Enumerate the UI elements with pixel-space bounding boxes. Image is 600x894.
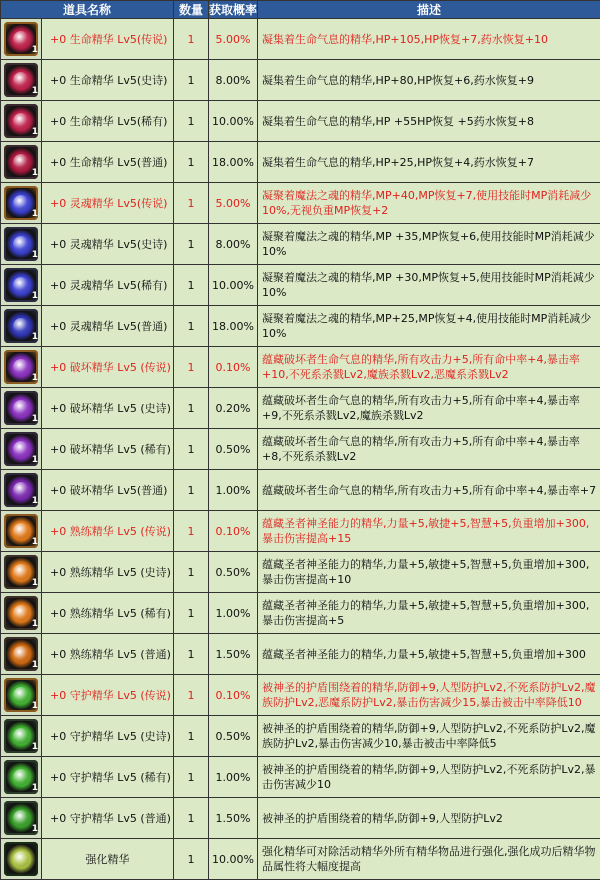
icon-quantity: 1 — [31, 783, 38, 793]
item-icon-cell — [1, 593, 42, 634]
table-row — [1, 716, 600, 757]
item-icon-cell — [1, 142, 42, 183]
item-desc: 蕴藏破坏者生命气息的精华,所有攻击力+5,所有命中率+4,暴击率+9,不死系杀戮Lv2,魔族杀戮Lv2 — [258, 388, 600, 429]
item-rate: 10.00% — [209, 265, 258, 306]
item-name: +0 生命精华 Lv5(稀有) — [42, 101, 174, 142]
icon-quantity: 1 — [31, 414, 38, 424]
item-rate: 5.00% — [209, 183, 258, 224]
item-desc: 凝集着生命气息的精华,HP+105,HP恢复+7,药水恢复+10 — [258, 19, 600, 60]
item-qty: 1 — [174, 552, 209, 593]
item-icon-cell — [1, 470, 42, 511]
item-name: +0 灵魂精华 Lv5(普通) — [42, 306, 174, 347]
icon-quantity: 1 — [31, 209, 38, 219]
item-qty: 1 — [174, 101, 209, 142]
item-desc: 凝集着生命气息的精华,HP +55HP恢复 +5药水恢复+8 — [258, 101, 600, 142]
item-desc: 蕴藏圣者神圣能力的精华,力量+5,敏捷+5,智慧+5,负重增加+300,暴击伤害提高+5 — [258, 593, 600, 634]
icon-quantity: 1 — [31, 250, 38, 260]
item-qty: 1 — [174, 716, 209, 757]
table-row — [1, 183, 600, 224]
item-name: +0 生命精华 Lv5(史诗) — [42, 60, 174, 101]
table-row — [1, 593, 600, 634]
item-rate: 0.50% — [209, 716, 258, 757]
item-desc: 凝聚着魔法之魂的精华,MP+40,MP恢复+7,使用技能时MP消耗减少10%,无视负重MP恢复+2 — [258, 183, 600, 224]
item-rate: 1.50% — [209, 634, 258, 675]
item-name: +0 守护精华 Lv5 (普通) — [42, 798, 174, 839]
item-rate: 0.50% — [209, 552, 258, 593]
table-row — [1, 839, 600, 880]
table-row — [1, 429, 600, 470]
item-desc: 凝聚着魔法之魂的精华,MP +35,MP恢复+6,使用技能时MP消耗减少 10% — [258, 224, 600, 265]
table-row — [1, 101, 600, 142]
item-rate: 0.50% — [209, 429, 258, 470]
icon-quantity: 1 — [31, 742, 38, 752]
item-name: +0 破坏精华 Lv5 (史诗) — [42, 388, 174, 429]
item-icon-cell — [1, 839, 42, 880]
item-rate: 1.00% — [209, 470, 258, 511]
item-name: +0 灵魂精华 Lv5(传说) — [42, 183, 174, 224]
table-row — [1, 265, 600, 306]
item-rate: 5.00% — [209, 19, 258, 60]
table-header — [1, 1, 600, 19]
item-icon-cell — [1, 60, 42, 101]
item-name: +0 熟练精华 Lv5 (传说) — [42, 511, 174, 552]
item-qty: 1 — [174, 19, 209, 60]
header-desc: 描述 — [258, 1, 600, 19]
item-rate: 8.00% — [209, 60, 258, 101]
icon-quantity: 1 — [31, 45, 38, 55]
item-rate: 1.00% — [209, 757, 258, 798]
icon-quantity: 1 — [31, 373, 38, 383]
item-qty: 1 — [174, 224, 209, 265]
table-row — [1, 470, 600, 511]
item-name: +0 守护精华 Lv5 (稀有) — [42, 757, 174, 798]
item-rate: 10.00% — [209, 839, 258, 880]
item-name: +0 灵魂精华 Lv5(稀有) — [42, 265, 174, 306]
item-desc: 凝集着生命气息的精华,HP+80,HP恢复+6,药水恢复+9 — [258, 60, 600, 101]
item-icon-cell — [1, 716, 42, 757]
item-desc: 被神圣的护盾围绕着的精华,防御+9,人型防护Lv2 — [258, 798, 600, 839]
item-qty: 1 — [174, 593, 209, 634]
item-name: +0 破坏精华 Lv5 (传说) — [42, 347, 174, 388]
item-qty: 1 — [174, 757, 209, 798]
icon-quantity: 1 — [31, 455, 38, 465]
table-row — [1, 60, 600, 101]
icon-quantity: 1 — [31, 168, 38, 178]
item-qty: 1 — [174, 675, 209, 716]
item-rate: 1.00% — [209, 593, 258, 634]
item-desc: 被神圣的护盾围绕着的精华,防御+9,人型防护Lv2,不死系防护Lv2,暴击伤害减少10 — [258, 757, 600, 798]
table-row — [1, 798, 600, 839]
icon-quantity: 1 — [31, 660, 38, 670]
item-name: +0 熟练精华 Lv5 (稀有) — [42, 593, 174, 634]
item-qty: 1 — [174, 183, 209, 224]
item-qty: 1 — [174, 142, 209, 183]
item-desc: 蕴藏破坏者生命气息的精华,所有攻击力+5,所有命中率+4,暴击率+7 — [258, 470, 600, 511]
item-icon-cell — [1, 265, 42, 306]
item-desc: 凝集着生命气息的精华,HP+25,HP恢复+4,药水恢复+7 — [258, 142, 600, 183]
item-qty: 1 — [174, 634, 209, 675]
icon-quantity: 1 — [31, 496, 38, 506]
item-icon-cell — [1, 552, 42, 593]
item-name: +0 破坏精华 Lv5(普通) — [42, 470, 174, 511]
item-icon-cell — [1, 101, 42, 142]
icon-quantity: 1 — [31, 701, 38, 711]
item-desc: 被神圣的护盾围绕着的精华,防御+9,人型防护Lv2,不死系防护Lv2,魔族防护Lv2,暴击伤害减少10,暴击被击中率降低5 — [258, 716, 600, 757]
item-rate: 0.20% — [209, 388, 258, 429]
item-rate: 0.10% — [209, 675, 258, 716]
item-desc: 蕴藏圣者神圣能力的精华,力量+5,敏捷+5,智慧+5,负重增加+300 — [258, 634, 600, 675]
item-name: +0 守护精华 Lv5 (传说) — [42, 675, 174, 716]
icon-quantity: 1 — [31, 537, 38, 547]
icon-quantity: 1 — [31, 127, 38, 137]
table-row — [1, 552, 600, 593]
item-qty: 1 — [174, 470, 209, 511]
item-qty: 1 — [174, 347, 209, 388]
icon-quantity: 1 — [31, 619, 38, 629]
icon-quantity: 1 — [31, 291, 38, 301]
item-desc: 蕴藏圣者神圣能力的精华,力量+5,敏捷+5,智慧+5,负重增加+300,暴击伤害提高+15 — [258, 511, 600, 552]
item-icon-cell — [1, 757, 42, 798]
item-desc: 凝聚着魔法之魂的精华,MP +30,MP恢复+5,使用技能时MP消耗减少 10% — [258, 265, 600, 306]
header-rate: 获取概率 — [209, 1, 258, 19]
table-row — [1, 306, 600, 347]
table-row — [1, 634, 600, 675]
item-icon-cell — [1, 19, 42, 60]
item-name: +0 守护精华 Lv5 (史诗) — [42, 716, 174, 757]
item-desc: 蕴藏圣者神圣能力的精华,力量+5,敏捷+5,智慧+5,负重增加+300,暴击伤害提高+10 — [258, 552, 600, 593]
item-rate: 10.00% — [209, 101, 258, 142]
header-name: 道具名称 — [1, 1, 174, 19]
item-desc: 蕴藏破坏者生命气息的精华,所有攻击力+5,所有命中率+4,暴击率+10,不死系杀戮Lv2,魔族杀戮Lv2,恶魔系杀戮Lv2 — [258, 347, 600, 388]
icon-quantity: 1 — [31, 578, 38, 588]
item-qty: 1 — [174, 839, 209, 880]
table-row — [1, 347, 600, 388]
item-qty: 1 — [174, 306, 209, 347]
item-qty: 1 — [174, 60, 209, 101]
item-rate: 0.10% — [209, 347, 258, 388]
item-icon-cell — [1, 511, 42, 552]
item-desc: 凝聚着魔法之魂的精华,MP+25,MP恢复+4,使用技能时MP消耗减少10% — [258, 306, 600, 347]
item-desc: 强化精华可对除活动精华外所有精华物品进行强化,强化成功后精华物品属性将大幅度提高 — [258, 839, 600, 880]
item-icon-cell — [1, 183, 42, 224]
item-name: +0 熟练精华 Lv5 (史诗) — [42, 552, 174, 593]
item-icon-cell — [1, 634, 42, 675]
table-row — [1, 757, 600, 798]
icon-quantity: 1 — [31, 86, 38, 96]
item-rate: 18.00% — [209, 142, 258, 183]
item-rate: 8.00% — [209, 224, 258, 265]
item-icon-cell — [1, 306, 42, 347]
item-qty: 1 — [174, 265, 209, 306]
item-name: 强化精华 — [42, 839, 174, 880]
item-icon-cell — [1, 224, 42, 265]
item-name: +0 生命精华 Lv5(传说) — [42, 19, 174, 60]
header-qty: 数量 — [174, 1, 209, 19]
table-row — [1, 388, 600, 429]
table-row — [1, 142, 600, 183]
enhance-orb-icon — [4, 842, 38, 876]
item-desc: 蕴藏破坏者生命气息的精华,所有攻击力+5,所有命中率+4,暴击率+8,不死系杀戮Lv2 — [258, 429, 600, 470]
item-qty: 1 — [174, 511, 209, 552]
item-qty: 1 — [174, 429, 209, 470]
item-name: +0 破坏精华 Lv5 (稀有) — [42, 429, 174, 470]
table-row — [1, 224, 600, 265]
table-row — [1, 511, 600, 552]
table-row — [1, 675, 600, 716]
item-name: +0 生命精华 Lv5(普通) — [42, 142, 174, 183]
item-icon-cell — [1, 675, 42, 716]
item-icon-cell — [1, 347, 42, 388]
item-qty: 1 — [174, 798, 209, 839]
item-rate: 0.10% — [209, 511, 258, 552]
item-qty: 1 — [174, 388, 209, 429]
item-icon-cell — [1, 798, 42, 839]
item-rate: 18.00% — [209, 306, 258, 347]
icon-quantity: 1 — [31, 332, 38, 342]
table-row — [1, 19, 600, 60]
item-rate: 1.50% — [209, 798, 258, 839]
item-name: +0 灵魂精华 Lv5(史诗) — [42, 224, 174, 265]
item-icon-cell — [1, 388, 42, 429]
item-icon-cell — [1, 429, 42, 470]
icon-quantity: 1 — [31, 824, 38, 834]
item-name: +0 熟练精华 Lv5 (普通) — [42, 634, 174, 675]
item-desc: 被神圣的护盾围绕着的精华,防御+9,人型防护Lv2,不死系防护Lv2,魔族防护Lv2,恶魔系防护Lv2,暴击伤害减少15,暴击被击中率降低10 — [258, 675, 600, 716]
